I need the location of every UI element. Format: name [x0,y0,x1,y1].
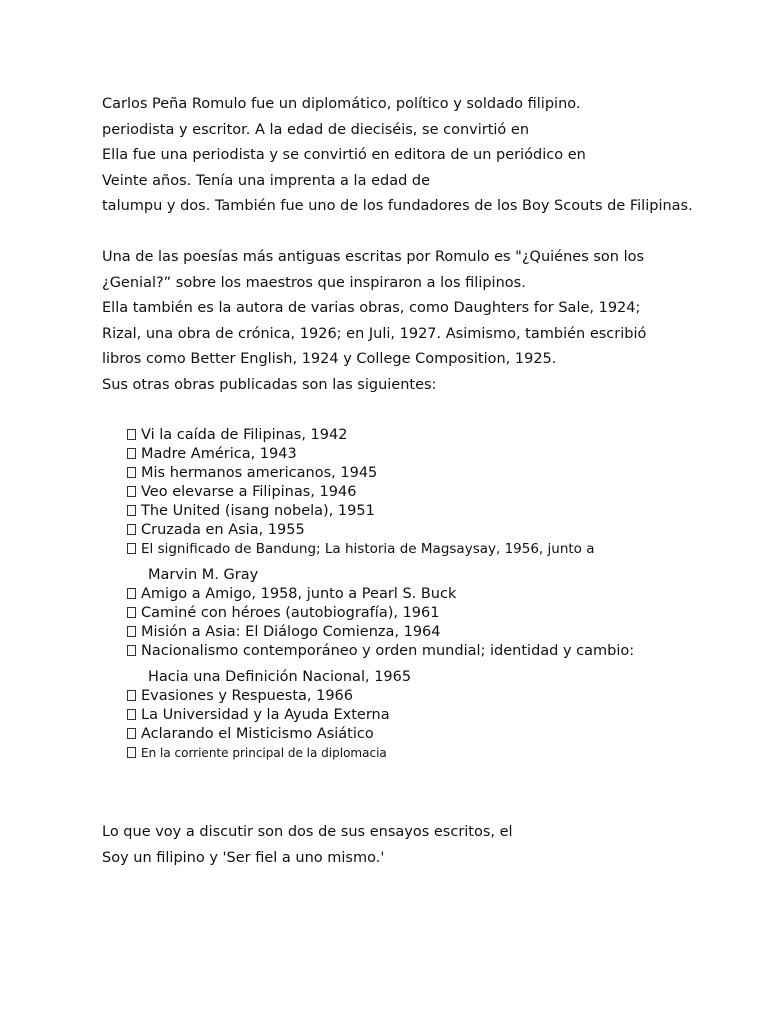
list-item: El significado de Bandung; La historia de Magsaysay, 1956, junto a Marvin M. Gray [127,540,747,585]
list-item: La Universidad y la Ayuda Externa [127,706,747,725]
list-item: Amigo a Amigo, 1958, junto a Pearl S. Buck [127,585,747,604]
text-line: Ella fue una periodista y se convirtió en editora de un periódico en [102,147,586,163]
biography-paragraph [102,92,742,220]
text-line: Una de las poesías más antiguas escritas por Romulo es "¿Quiénes son los [102,249,645,265]
list-item: Cruzada en Asia, 1955 [127,521,747,540]
published-works-list [127,426,747,763]
list-item: En la corriente principal de la diplomacia [127,744,747,763]
text-line: periodista y escritor. A la edad de dieciséis, se convirtió en [102,121,530,138]
list-item: Misión a Asia: El Diálogo Comienza, 1964 [127,623,747,642]
bullet-box-icon [127,467,136,478]
bullet-box-icon [127,588,136,599]
list-item-continuation: Hacia una Definición Nacional, 1965 [148,669,412,685]
text-line: Ella también es la autora de varias obras, como Daughters for Sale, 1924; [102,300,641,316]
list-item: Evasiones y Respuesta, 1966 [127,687,747,706]
essay-intro-paragraph [102,820,742,871]
list-item: Caminé con héroes (autobiografía), 1961 [127,604,747,623]
list-item-continuation: Marvin M. Gray [148,567,259,583]
list-item: Veo elevarse a Filipinas, 1946 [127,483,747,502]
text-line: ¿Genial?” sobre los maestros que inspiraron a los filipinos. [102,274,526,291]
bullet-box-icon [127,690,136,701]
bullet-box-icon [127,728,136,739]
text-line: Soy un filipino y 'Ser fiel a uno mismo.' [102,849,385,866]
bullet-box-icon [127,626,136,637]
list-item: Vi la caída de Filipinas, 1942 [127,426,747,445]
text-line: Rizal, una obra de crónica, 1926; en Juli, 1927. Asimismo, también escribió [102,325,647,342]
list-item: Nacionalismo contemporáneo y orden mundial; identidad y cambio: Hacia una Definición Nacional, 1965 [127,642,747,687]
bullet-box-icon [127,645,136,656]
text-line: Lo que voy a discutir son dos de sus ensayos escritos, el [102,824,513,840]
works-intro-paragraph [102,245,742,398]
list-item: Mis hermanos americanos, 1945 [127,464,747,483]
bullet-box-icon [127,607,136,618]
bullet-box-icon [127,747,136,758]
text-line: libros como Better English, 1924 y College Composition, 1925. [102,351,557,367]
list-item: Madre América, 1943 [127,445,747,464]
bullet-box-icon [127,709,136,720]
text-line: Sus otras obras publicadas son las siguientes: [102,376,437,393]
text-line: Veinte años. Tenía una imprenta a la edad de [102,172,431,189]
list-item: Aclarando el Misticismo Asiático [127,725,747,744]
bullet-box-icon [127,486,136,497]
bullet-box-icon [127,543,136,554]
text-line: talumpu y dos. También fue uno de los fundadores de los Boy Scouts de Filipinas. [102,198,693,214]
bullet-box-icon [127,505,136,516]
bullet-box-icon [127,448,136,459]
bullet-box-icon [127,524,136,535]
bullet-box-icon [127,429,136,440]
text-line: Carlos Peña Romulo fue un diplomático, político y soldado filipino. [102,96,581,112]
list-item: The United (isang nobela), 1951 [127,502,747,521]
